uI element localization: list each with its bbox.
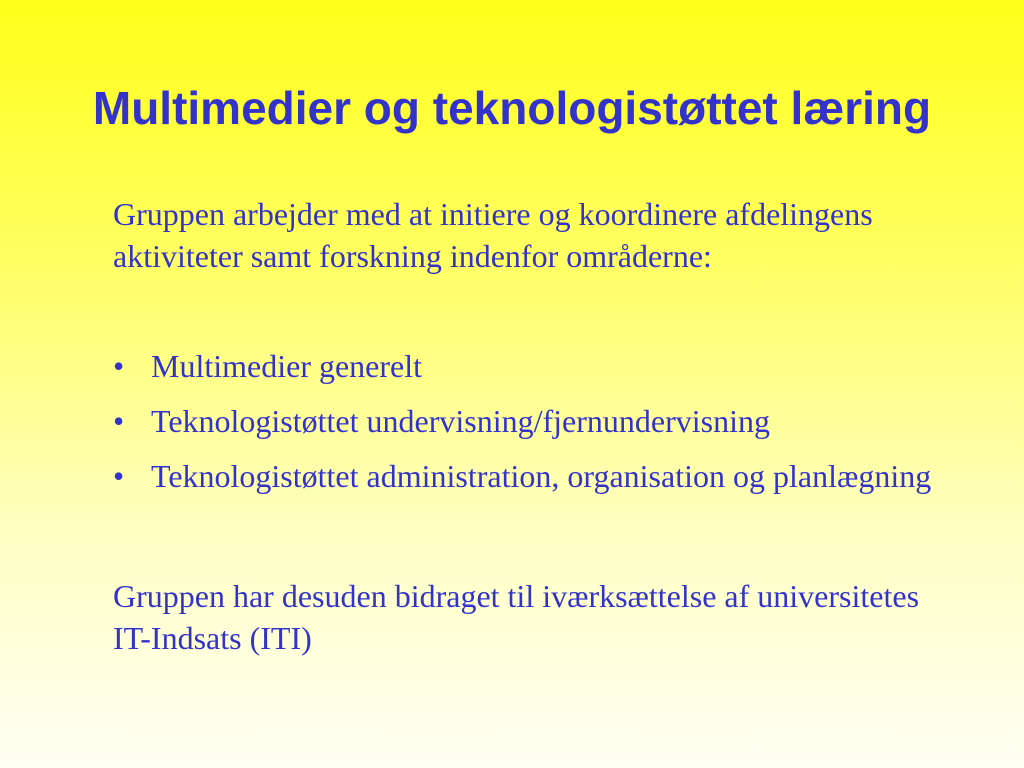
closing-paragraph: Gruppen har desuden bidraget til iværksættelse af universitetes IT-Indsats (ITI) (113, 578, 920, 656)
bullet-list (113, 345, 963, 510)
bullet-text: Teknologistøttet administration, organisation og planlægning (151, 458, 932, 494)
bullet-item (113, 345, 963, 387)
slide-title: Multimedier og teknologistøttet læring (92, 82, 932, 134)
bullet-text: Teknologistøttet undervisning/fjernundervisning (151, 403, 770, 439)
bullet-dot-icon: • (113, 458, 125, 494)
bullet-text: Multimedier generelt (151, 348, 423, 384)
bullet-item (113, 455, 963, 497)
intro-paragraph: Gruppen arbejder med at initiere og koordinere afdelingens aktiviteter samt forskning indenfor områderne: (113, 196, 873, 274)
bullet-dot-icon: • (113, 348, 125, 384)
bullet-dot-icon: • (113, 403, 125, 439)
bullet-item (113, 400, 963, 442)
